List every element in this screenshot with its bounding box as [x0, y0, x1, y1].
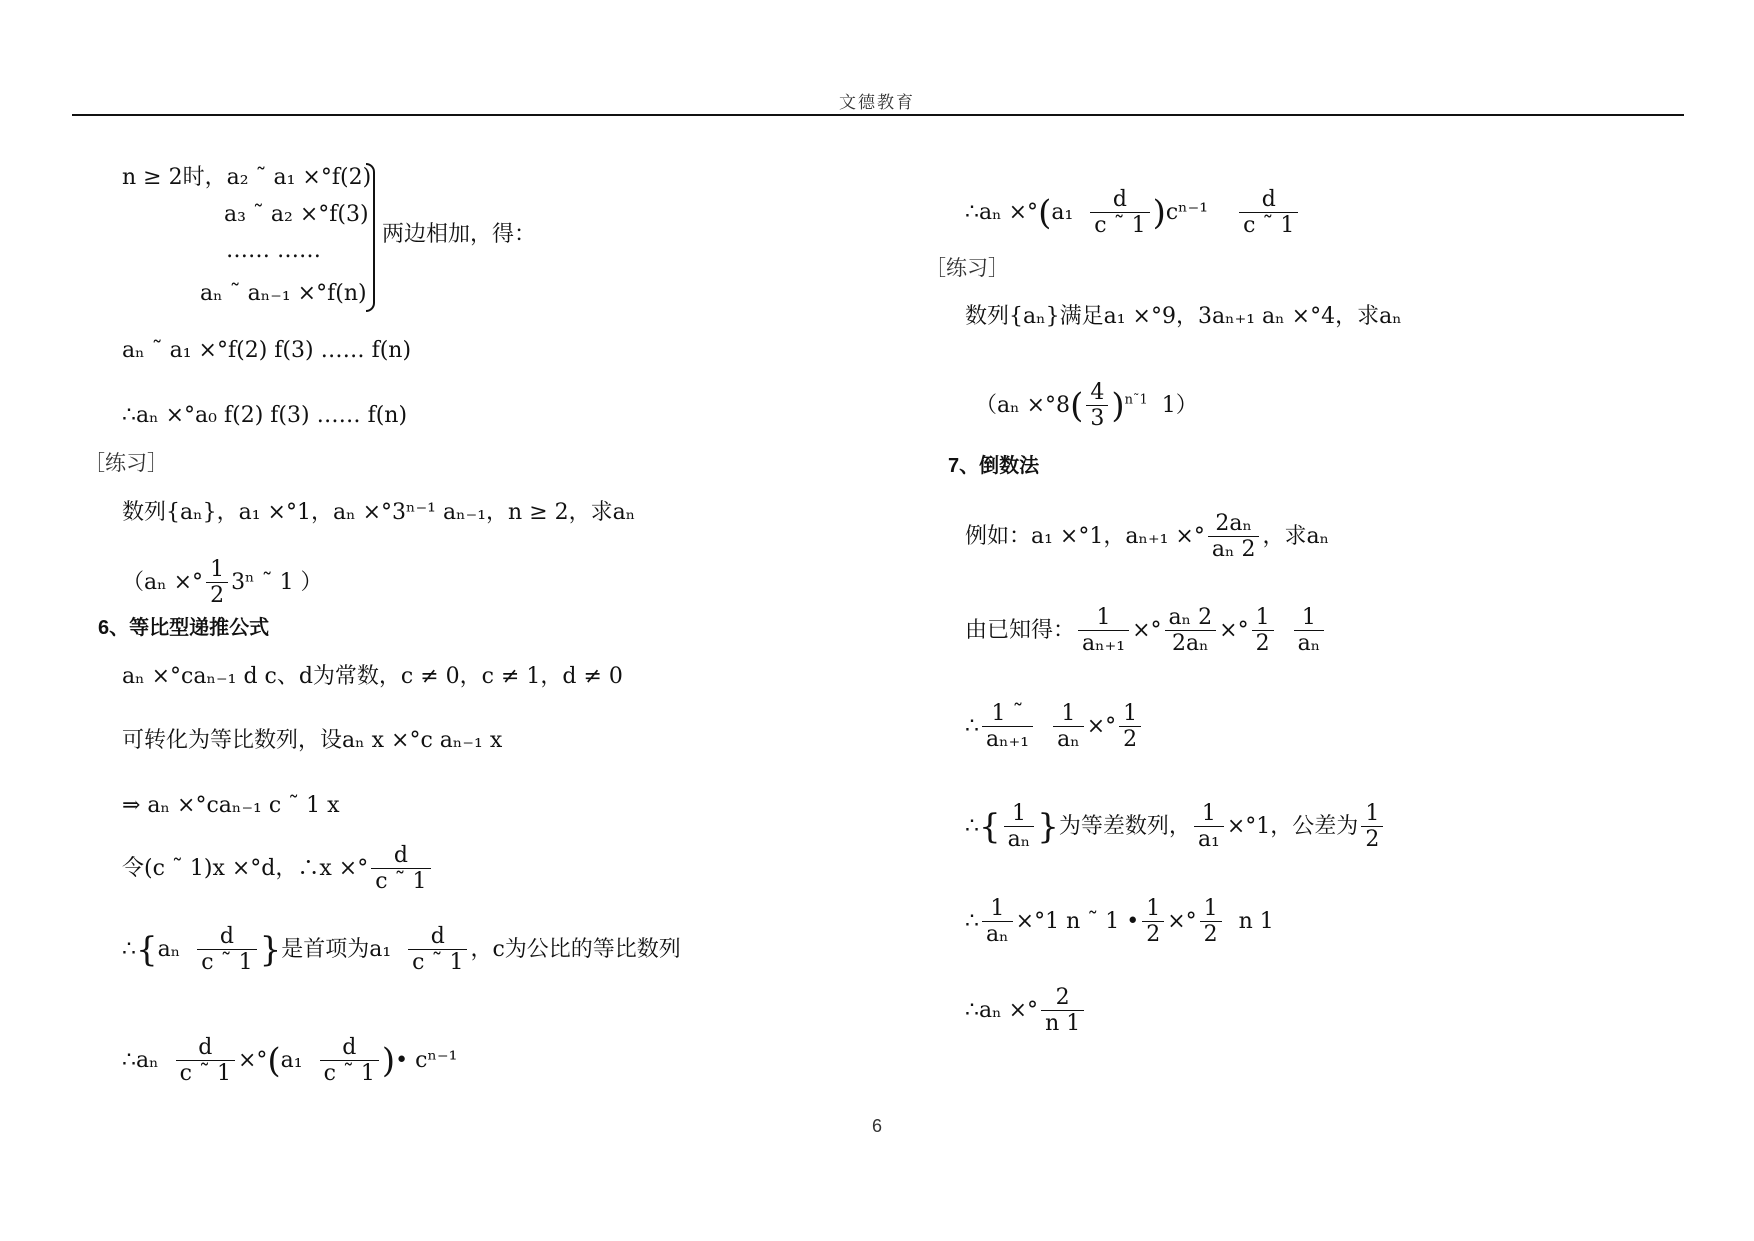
arith-den-1: a₁ [1197, 827, 1220, 853]
gen-pre: ∴ [965, 908, 979, 934]
arith-fraction-1 [1194, 801, 1224, 853]
r1-line [965, 187, 1301, 239]
answer-den: 2 [210, 583, 225, 609]
final-fraction-2 [320, 1035, 379, 1087]
answer-pre: （aₙ ×° [122, 569, 204, 595]
arith-pre: ∴ [965, 813, 979, 839]
practice-problem-right: 数列{aₙ}满足a₁ ×°9，3aₙ₊₁ aₙ ×°4，求aₙ [965, 304, 1402, 329]
r-final-fraction [1041, 985, 1084, 1037]
example-fraction [1208, 511, 1260, 563]
r1-den-1: c ˜ 1 [1094, 213, 1146, 239]
r1-fraction-1 [1090, 187, 1149, 239]
r-answer-fraction [1086, 380, 1108, 432]
arith-set-fraction [1004, 801, 1035, 853]
known-den-2: 2aₙ [1172, 631, 1209, 657]
gen-num-2: 1 [1142, 896, 1164, 922]
r-final-num: 2 [1041, 985, 1084, 1011]
arith-num-2: 1 [1361, 801, 1383, 827]
final-den-1: c ˜ 1 [179, 1061, 231, 1087]
r-final-den: n 1 [1045, 1011, 1081, 1037]
gen-mid: ×°1 n ˜ 1 • [1015, 908, 1140, 934]
r1-num-2: d [1239, 187, 1298, 213]
section-6-title: 6、等比型递推公式 [98, 617, 270, 639]
arith-den-2: 2 [1365, 827, 1380, 853]
known-pre: 由已知得： [965, 617, 1076, 643]
arith-fraction-2 [1361, 801, 1383, 853]
known-num-3: 1 [1252, 605, 1274, 631]
final-num-2: d [320, 1035, 379, 1061]
sum-row-2: a₃ ˜ a₂ ×°f(3) [224, 202, 369, 227]
known-fraction-4 [1294, 605, 1325, 657]
arith-right-curly: } [1037, 806, 1059, 847]
r-answer-exp: n˜1 [1124, 392, 1148, 408]
answer-fraction [206, 557, 228, 609]
example-line [965, 511, 1329, 563]
example-num: 2aₙ [1208, 511, 1260, 537]
final-num-1: d [176, 1035, 235, 1061]
diff-den-2: aₙ [1057, 727, 1080, 753]
gen-den-1: aₙ [986, 922, 1009, 948]
s6-let-line [122, 843, 434, 895]
left-curly-brace: { [136, 929, 158, 970]
diff-pre: ∴ [965, 713, 979, 739]
known-fraction-1 [1078, 605, 1129, 657]
gen-fraction-1 [982, 896, 1013, 948]
right-brace [366, 163, 375, 312]
diff-fraction-3 [1119, 701, 1141, 753]
gen-fraction-2 [1142, 896, 1164, 948]
example-den: aₙ 2 [1211, 537, 1256, 563]
geo-a: aₙ [157, 936, 181, 962]
final-line-right [965, 985, 1087, 1037]
arith-left-curly: { [979, 806, 1001, 847]
general-term-line [965, 896, 1274, 948]
diff-fraction-1 [982, 701, 1033, 753]
sum-result: aₙ ˜ a₁ ×°f(2) f(3) …… f(n) [122, 338, 412, 363]
gen-den-3: 2 [1203, 922, 1218, 948]
known-num-2: aₙ 2 [1165, 605, 1217, 631]
diff-num-3: 1 [1119, 701, 1141, 727]
right-paren: ) [381, 1040, 396, 1081]
r1-left-paren: ( [1038, 192, 1052, 233]
geo-num-2: d [408, 924, 467, 950]
r-answer-num: 4 [1086, 380, 1108, 406]
s6-convert: 可转化为等比数列，设aₙ x ×°c aₙ₋₁ x [122, 728, 503, 753]
final-post: • cⁿ⁻¹ [395, 1047, 458, 1073]
right-curly-brace: } [259, 929, 282, 970]
geo-den-2: c ˜ 1 [412, 950, 464, 976]
r1-num-1: d [1090, 187, 1149, 213]
known-fraction-3 [1252, 605, 1274, 657]
r1-fraction-2 [1239, 187, 1298, 239]
r-answer-den: 3 [1090, 406, 1105, 432]
answer-num: 1 [206, 557, 228, 583]
gen-post: n 1 [1238, 908, 1274, 934]
practice-label-left: ［练习］ [84, 451, 168, 475]
s6-geo-line [122, 924, 681, 976]
r-answer-left-paren: ( [1070, 385, 1084, 426]
answer-post: 3ⁿ ˜ 1 ） [231, 569, 323, 595]
geo-num-1: d [197, 924, 256, 950]
diff-den-1: aₙ₊₁ [986, 727, 1030, 753]
s6-implies: ⇒ aₙ ×°caₙ₋₁ c ˜ 1 x [122, 793, 340, 818]
known-den-3: 2 [1255, 631, 1270, 657]
r-answer-post: 1） [1161, 392, 1198, 418]
r1-den-2: c ˜ 1 [1243, 213, 1295, 239]
known-eq-2: ×° [1219, 617, 1249, 643]
example-pre: 例如：a₁ ×°1，aₙ₊₁ ×° [965, 523, 1205, 549]
let-num: d [371, 843, 430, 869]
known-den-1: aₙ₊₁ [1082, 631, 1126, 657]
geo-pre: ∴ [122, 936, 136, 962]
practice-answer-right [975, 380, 1198, 432]
geo-den-1: c ˜ 1 [201, 950, 253, 976]
practice-label-right: ［练习］ [925, 256, 1009, 280]
arith-mid: ×°1，公差为 [1226, 813, 1359, 839]
gen-num-3: 1 [1200, 896, 1222, 922]
sum-row-3: …… …… [226, 238, 321, 263]
r1-right-paren: ) [1152, 192, 1166, 233]
known-eq-1: ×° [1132, 617, 1162, 643]
therefore-line-1: ∴aₙ ×°a₀ f(2) f(3) …… f(n) [122, 403, 408, 428]
gen-fraction-3 [1200, 896, 1222, 948]
practice-problem-left: 数列{aₙ}，a₁ ×°1，aₙ ×°3ⁿ⁻¹ aₙ₋₁，n ≥ 2，求aₙ [122, 500, 636, 525]
arith-text: 为等差数列， [1058, 813, 1191, 839]
page-header-title: 文德教育 [839, 93, 915, 113]
sum-row-1: n ≥ 2时，a₂ ˜ a₁ ×°f(2) [122, 165, 372, 190]
known-line [965, 605, 1327, 657]
r1-a1: a₁ [1051, 199, 1074, 225]
geo-post: ，c为公比的等比数列 [470, 936, 681, 962]
page-number: 6 [871, 1116, 882, 1136]
diff-num-1: 1 ˜ [982, 701, 1033, 727]
arith-set-num: 1 [1004, 801, 1035, 827]
example-post: ，求aₙ [1262, 523, 1330, 549]
geo-text: 是首项为a₁ [281, 936, 392, 962]
sum-row-4: aₙ ˜ aₙ₋₁ ×°f(n) [200, 281, 367, 306]
known-fraction-2 [1165, 605, 1217, 657]
section-7-title: 7、倒数法 [948, 455, 1040, 477]
let-fraction [371, 843, 430, 895]
known-num-4: 1 [1294, 605, 1325, 631]
final-a1: a₁ [280, 1047, 303, 1073]
left-paren: ( [267, 1040, 281, 1081]
final-den-2: c ˜ 1 [323, 1061, 375, 1087]
arithmetic-line [965, 801, 1386, 853]
diff-num-2: 1 [1053, 701, 1084, 727]
arith-num-1: 1 [1194, 801, 1224, 827]
final-pre: ∴aₙ [122, 1047, 159, 1073]
difference-line [965, 701, 1144, 753]
geo-fraction-1 [197, 924, 256, 976]
gen-den-2: 2 [1146, 922, 1161, 948]
r1-mid: cⁿ⁻¹ [1165, 199, 1209, 225]
diff-fraction-2 [1053, 701, 1084, 753]
known-num-1: 1 [1078, 605, 1129, 631]
geo-fraction-2 [408, 924, 467, 976]
final-fraction-1 [176, 1035, 235, 1087]
r-answer-pre: （aₙ ×°8 [975, 392, 1071, 418]
known-den-4: aₙ [1297, 631, 1321, 657]
header-rule [72, 114, 1684, 116]
gen-eq: ×° [1167, 908, 1197, 934]
diff-eq: ×° [1086, 713, 1117, 739]
let-pre: 令(c ˜ 1)x ×°d，∴x ×° [122, 855, 369, 881]
r-final-pre: ∴aₙ ×° [965, 997, 1039, 1023]
r1-pre: ∴aₙ ×° [965, 199, 1039, 225]
arith-set-den: aₙ [1007, 827, 1031, 853]
r-answer-right-paren: ) [1111, 385, 1125, 426]
final-eq: ×° [237, 1047, 268, 1073]
gen-num-1: 1 [982, 896, 1013, 922]
s6-final-line [122, 1035, 457, 1087]
sum-brace-text: 两边相加，得： [382, 222, 537, 247]
practice-answer-left [122, 557, 323, 609]
let-den: c ˜ 1 [375, 869, 427, 895]
s6-formula: aₙ ×°caₙ₋₁ d c、d为常数，c ≠ 0，c ≠ 1，d ≠ 0 [122, 664, 623, 689]
diff-den-3: 2 [1123, 727, 1138, 753]
